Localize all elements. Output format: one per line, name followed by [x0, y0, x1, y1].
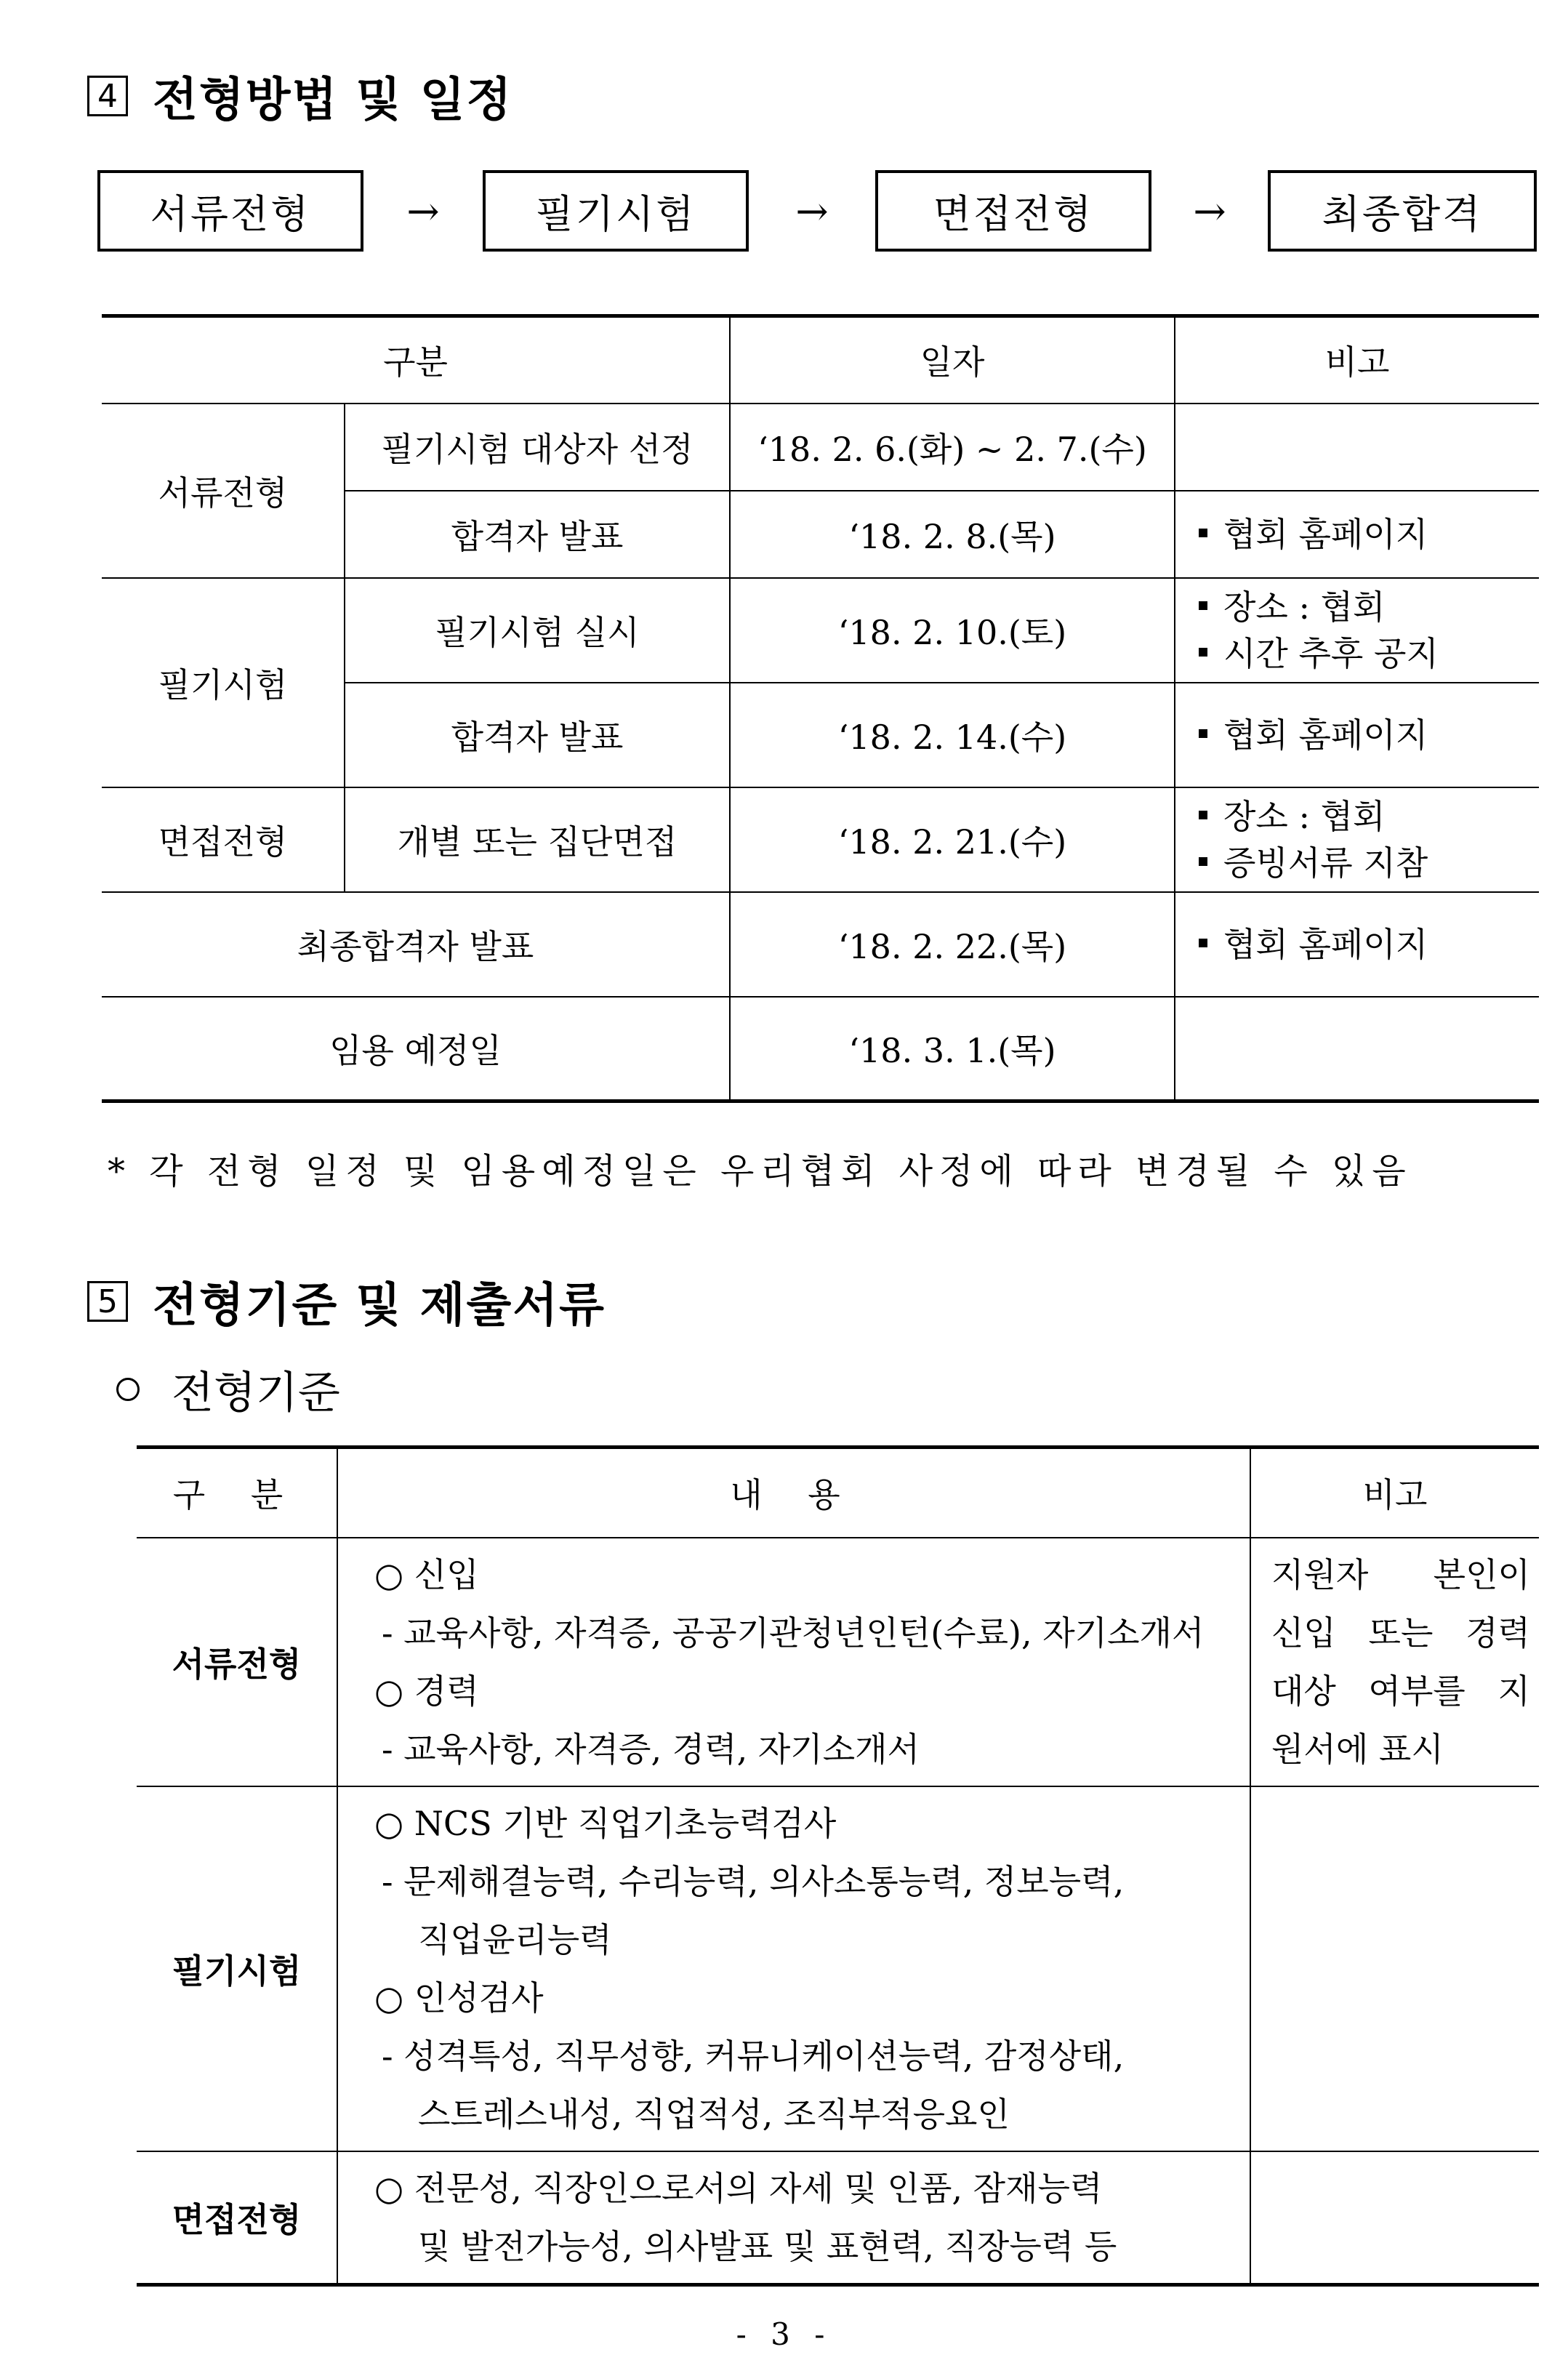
schedule-footnote: * 각 전형 일정 및 임용예정일은 우리협회 사정에 따라 변경될 수 있음 [108, 1151, 1412, 1192]
bullet-icon [1199, 601, 1207, 610]
section5-title: 전형기준 및 제출서류 [153, 1279, 606, 1333]
content-line: 및 발전가능성, 의사발표 및 표현력, 직장능력 등 [418, 2226, 1117, 2266]
criteria-label-written: 필기시험 [137, 1786, 337, 2151]
remark-line: 지원자 본인이 [1271, 1554, 1530, 1594]
schedule-header-row [102, 316, 1539, 404]
remark-line: 원서에 표시 [1271, 1729, 1444, 1769]
criteria-label-document: 서류전형 [137, 1538, 337, 1786]
bullet-icon [1199, 939, 1207, 947]
remark-text: 장소 : 협회 [1223, 587, 1386, 627]
remark-text: 시간 추후 공지 [1223, 633, 1439, 673]
criteria-content-interview [337, 2151, 1250, 2285]
row-remark [1175, 491, 1539, 578]
row-remark-empty [1175, 997, 1539, 1101]
row-remark-empty [1175, 404, 1539, 491]
row-item: 개별 또는 집단면접 [345, 787, 730, 892]
row-item: 최종합격자 발표 [102, 892, 730, 997]
table-row [137, 1538, 1539, 1786]
table-row [102, 578, 1539, 683]
header-category: 구분 [102, 316, 730, 404]
remark-text: 협회 홈페이지 [1223, 514, 1428, 554]
content-line: 스트레스내성, 직업적성, 조직부적응요인 [418, 2094, 1010, 2134]
row-date: ‘18. 2. 10.(토) [730, 578, 1175, 683]
bullet-icon [1199, 529, 1207, 537]
section5-number: 5 [87, 1281, 128, 1322]
table-row [137, 2151, 1539, 2285]
criteria-remark-interview [1250, 2151, 1539, 2285]
flow-step-written: 필기시험 [483, 170, 749, 252]
section5-heading [87, 1268, 606, 1335]
content-line: 직업윤리능력 [418, 1919, 612, 1959]
page-number: - 3 - [736, 2316, 832, 2352]
criteria-header-remark: 비고 [1250, 1448, 1539, 1538]
criteria-heading [116, 1358, 340, 1421]
criteria-heading-text: 전형기준 [172, 1368, 340, 1418]
content-line: - 문제해결능력, 수리능력, 의사소통능력, 정보능력, [382, 1861, 1125, 1901]
row-item: 임용 예정일 [102, 997, 730, 1101]
remark-text: 협회 홈페이지 [1223, 924, 1428, 964]
table-row [102, 997, 1539, 1101]
table-row [102, 892, 1539, 997]
remark-text: 증빙서류 지참 [1223, 843, 1428, 883]
remark-text: 협회 홈페이지 [1223, 715, 1428, 755]
row-date: ‘18. 2. 14.(수) [730, 683, 1175, 787]
content-line: - 교육사항, 자격증, 경력, 자기소개서 [382, 1729, 920, 1769]
section4-heading [87, 63, 512, 129]
header-remark: 비고 [1175, 316, 1539, 404]
bullet-icon [1199, 729, 1207, 738]
content-line: ○ 전문성, 직장인으로서의 자세 및 인품, 잠재능력 [374, 2168, 1103, 2208]
group-label-written: 필기시험 [102, 578, 345, 787]
flow-step-interview: 면접전형 [875, 170, 1151, 252]
content-line: ○ 신입 [374, 1554, 479, 1594]
row-remark [1175, 892, 1539, 997]
criteria-header-content: 내 용 [337, 1448, 1250, 1538]
table-row [137, 1786, 1539, 2151]
content-line: - 교육사항, 자격증, 공공기관청년인턴(수료), 자기소개서 [382, 1613, 1205, 1653]
row-item: 합격자 발표 [345, 683, 730, 787]
header-date: 일자 [730, 316, 1175, 404]
criteria-remark-document [1250, 1538, 1539, 1786]
bullet-icon [1199, 648, 1207, 657]
schedule-table [102, 314, 1539, 1103]
row-item: 필기시험 실시 [345, 578, 730, 683]
group-label-document: 서류전형 [102, 404, 345, 578]
flow-arrow-1: → [406, 188, 440, 234]
row-item: 필기시험 대상자 선정 [345, 404, 730, 491]
flow-arrow-3: → [1193, 188, 1226, 234]
row-date: ‘18. 2. 22.(목) [730, 892, 1175, 997]
content-line: ○ 인성검사 [374, 1978, 544, 2018]
content-line: ○ NCS 기반 직업기초능력검사 [374, 1803, 837, 1843]
criteria-label-interview: 면접전형 [137, 2151, 337, 2285]
flow-step-final: 최종합격 [1268, 170, 1537, 252]
row-remark [1175, 578, 1539, 683]
criteria-header-category: 구 분 [137, 1448, 337, 1538]
bullet-icon [1199, 811, 1207, 819]
content-line: - 성격특성, 직무성향, 커뮤니케이션능력, 감정상태, [382, 2036, 1125, 2076]
table-row [102, 787, 1539, 892]
flow-step-document: 서류전형 [97, 170, 363, 252]
remark-line: 대상 여부를 지 [1271, 1671, 1530, 1711]
remark-text: 장소 : 협회 [1223, 796, 1386, 836]
bullet-icon [1199, 857, 1207, 866]
criteria-content-written [337, 1786, 1250, 2151]
remark-line: 신입 또는 경력 [1271, 1613, 1530, 1653]
criteria-header-row [137, 1448, 1539, 1538]
criteria-content-document [337, 1538, 1250, 1786]
row-date: ‘18. 2. 21.(수) [730, 787, 1175, 892]
flow-arrow-2: → [795, 188, 829, 234]
row-remark [1175, 683, 1539, 787]
content-line: ○ 경력 [374, 1671, 479, 1711]
row-date: ‘18. 2. 8.(목) [730, 491, 1175, 578]
criteria-table [137, 1445, 1539, 2287]
criteria-remark-written [1250, 1786, 1539, 2151]
section4-title: 전형방법 및 일정 [153, 73, 513, 127]
row-date: ‘18. 2. 6.(화) ~ 2. 7.(수) [730, 404, 1175, 491]
group-label-interview: 면접전형 [102, 787, 345, 892]
row-remark [1175, 787, 1539, 892]
row-date: ‘18. 3. 1.(목) [730, 997, 1175, 1101]
table-row [102, 404, 1539, 491]
section4-number: 4 [87, 76, 128, 116]
row-item: 합격자 발표 [345, 491, 730, 578]
circle-bullet-icon [116, 1378, 140, 1401]
